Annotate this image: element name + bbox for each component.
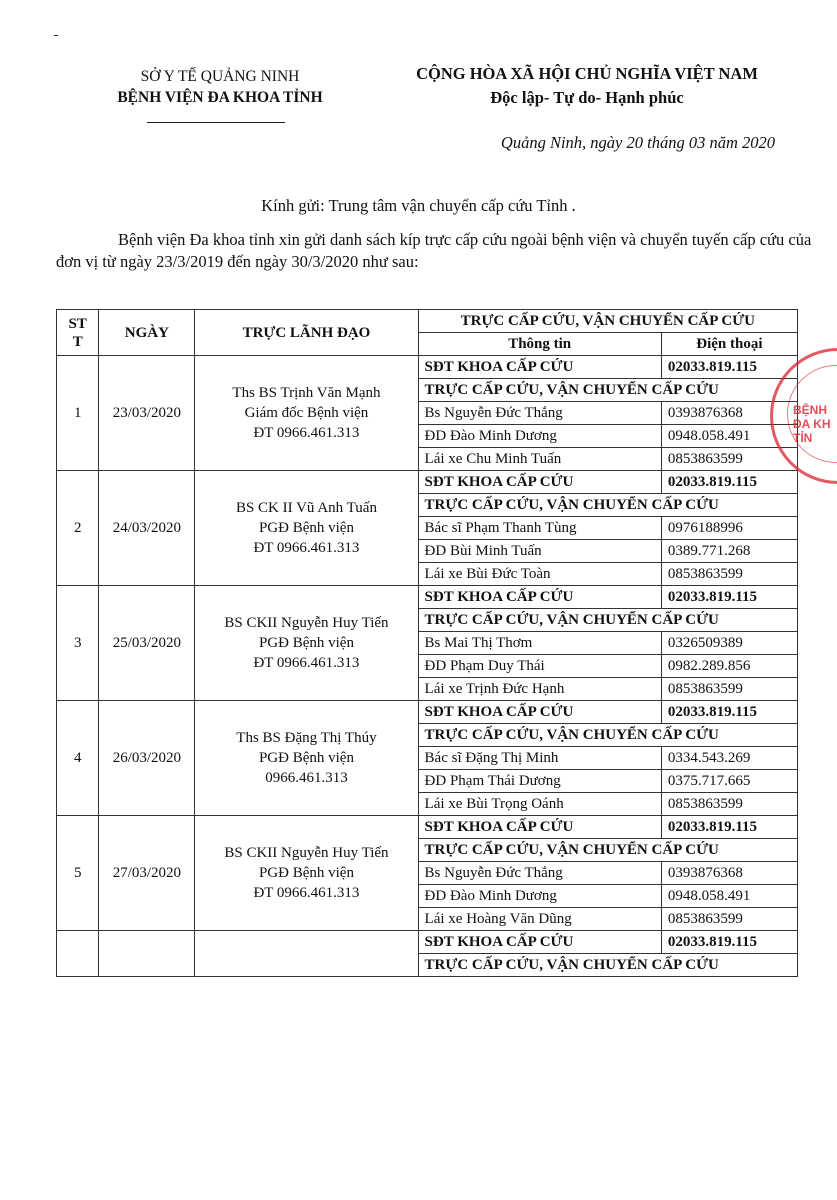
staff-nurse-phone: 0948.058.491 — [661, 885, 797, 908]
nation-line-1: CỘNG HÒA XÃ HỘI CHỦ NGHĨA VIỆT NAM — [416, 64, 758, 83]
leader-line: Ths BS Trịnh Văn Mạnh — [232, 385, 381, 401]
row-date: 26/03/2020 — [99, 701, 195, 816]
table-row — [57, 931, 798, 954]
staff-doctor-phone: 0326509389 — [661, 632, 797, 655]
staff-driver: Lái xe Bùi Trọng Oánh — [418, 793, 661, 816]
staff-driver-phone: 0853863599 — [661, 448, 797, 471]
staff-doctor: Bác sĩ Phạm Thanh Tùng — [418, 517, 661, 540]
row-stt — [57, 931, 99, 977]
staff-nurse-phone: 0948.058.491 — [661, 425, 797, 448]
staff-nurse: ĐD Đào Minh Dương — [418, 885, 661, 908]
national-motto — [372, 62, 802, 110]
hotline-label: SĐT KHOA CẤP CỨU — [418, 816, 661, 839]
duty-label: TRỰC CẤP CỨU, VẬN CHUYỂN CẤP CỨU — [418, 379, 797, 402]
row-date: 25/03/2020 — [99, 586, 195, 701]
staff-driver-phone: 0853863599 — [661, 678, 797, 701]
row-leader — [195, 816, 418, 931]
leader-line: Giám đốc Bệnh viện — [244, 405, 369, 421]
row-date: 27/03/2020 — [99, 816, 195, 931]
row-date: 23/03/2020 — [99, 356, 195, 471]
hotline-label: SĐT KHOA CẤP CỨU — [418, 356, 661, 379]
staff-nurse-phone: 0389.771.268 — [661, 540, 797, 563]
staff-driver-phone: 0853863599 — [661, 908, 797, 931]
staff-driver: Lái xe Trịnh Đức Hạnh — [418, 678, 661, 701]
header-date: NGÀY — [99, 310, 195, 356]
table-header-row — [57, 310, 798, 333]
date-line: Quảng Ninh, ngày 20 tháng 03 năm 2020 — [500, 133, 775, 152]
header-leader: TRỰC LÃNH ĐẠO — [195, 310, 418, 356]
leader-line: BS CKII Nguyễn Huy Tiến — [224, 615, 389, 631]
leader-line: 0966.461.313 — [265, 770, 348, 786]
stamp-line: BỆNH — [793, 403, 828, 417]
hotline-number: 02033.819.115 — [661, 701, 797, 724]
row-leader — [195, 356, 418, 471]
issuing-organization — [60, 66, 380, 108]
leader-line: PGĐ Bệnh viện — [258, 635, 354, 651]
header-phone: Điện thoại — [661, 333, 797, 356]
hotline-label: SĐT KHOA CẤP CỨU — [418, 931, 661, 954]
table-row — [57, 816, 798, 839]
header-info: Thông tin — [418, 333, 661, 356]
table-row — [57, 701, 798, 724]
staff-driver: Lái xe Chu Minh Tuấn — [418, 448, 661, 471]
staff-nurse: ĐD Phạm Duy Thái — [418, 655, 661, 678]
table-row — [57, 356, 798, 379]
table-row — [57, 471, 798, 494]
leader-line: ĐT 0966.461.313 — [253, 655, 360, 671]
hotline-number: 02033.819.115 — [661, 586, 797, 609]
leader-line: ĐT 0966.461.313 — [253, 425, 360, 441]
staff-doctor-phone: 0334.543.269 — [661, 747, 797, 770]
duty-label: TRỰC CẤP CỨU, VẬN CHUYỂN CẤP CỨU — [418, 724, 797, 747]
row-leader — [195, 931, 418, 977]
row-stt: 5 — [57, 816, 99, 931]
leader-line: Ths BS Đặng Thị Thúy — [236, 730, 377, 746]
nation-line-2: Độc lập- Tự do- Hạnh phúc — [490, 88, 684, 107]
row-stt: 2 — [57, 471, 99, 586]
hotline-label: SĐT KHOA CẤP CỨU — [418, 586, 661, 609]
staff-doctor-phone: 0393876368 — [661, 862, 797, 885]
stamp-line: TỈN — [793, 431, 813, 445]
table-row — [57, 586, 798, 609]
duty-label: TRỰC CẤP CỨU, VẬN CHUYỂN CẤP CỨU — [418, 609, 797, 632]
leader-line: PGĐ Bệnh viện — [258, 520, 354, 536]
leader-line: PGĐ Bệnh viện — [258, 750, 354, 766]
row-date: 24/03/2020 — [99, 471, 195, 586]
staff-nurse: ĐD Phạm Thái Dương — [418, 770, 661, 793]
leader-line: BS CK II Vũ Anh Tuấn — [235, 500, 377, 516]
leader-line: ĐT 0966.461.313 — [253, 540, 360, 556]
staff-driver-phone: 0853863599 — [661, 793, 797, 816]
stamp-line: ĐA KH — [793, 417, 831, 431]
salutation: Kính gửi: Trung tâm vận chuyển cấp cứu Tỉnh . — [261, 196, 576, 215]
leader-line: BS CKII Nguyễn Huy Tiến — [224, 845, 389, 861]
staff-doctor: Bs Nguyễn Đức Thắng — [418, 862, 661, 885]
staff-driver: Lái xe Bùi Đức Toàn — [418, 563, 661, 586]
org-line-2: BỆNH VIỆN ĐA KHOA TỈNH — [117, 89, 323, 106]
org-underline — [147, 122, 285, 123]
duty-label: TRỰC CẤP CỨU, VẬN CHUYỂN CẤP CỨU — [418, 839, 797, 862]
row-stt: 3 — [57, 586, 99, 701]
row-stt: 1 — [57, 356, 99, 471]
row-leader — [195, 701, 418, 816]
hotline-number: 02033.819.115 — [661, 356, 797, 379]
staff-doctor: Bs Mai Thị Thơm — [418, 632, 661, 655]
stamp-text — [793, 403, 831, 445]
row-leader — [195, 586, 418, 701]
header-duty: TRỰC CẤP CỨU, VẬN CHUYỂN CẤP CỨU — [418, 310, 797, 333]
staff-nurse-phone: 0982.289.856 — [661, 655, 797, 678]
row-leader — [195, 471, 418, 586]
header-stt: ST T — [57, 310, 99, 356]
hotline-number: 02033.819.115 — [661, 931, 797, 954]
hotline-label: SĐT KHOA CẤP CỨU — [418, 701, 661, 724]
staff-doctor: Bs Nguyễn Đức Thắng — [418, 402, 661, 425]
leader-line: PGĐ Bệnh viện — [258, 865, 354, 881]
org-line-1: SỞ Y TẾ QUẢNG NINH — [140, 68, 300, 85]
intro-paragraph: Bệnh viện Đa khoa tỉnh xin gửi danh sách kíp trực cấp cứu ngoài bệnh viện và chuyển tuyến cấp cứu của đơn vị từ ngày 23/3/2019 đến ngày 30/3/2020 như sau: — [56, 230, 812, 271]
staff-nurse: ĐD Đào Minh Dương — [418, 425, 661, 448]
duty-label: TRỰC CẤP CỨU, VẬN CHUYỂN CẤP CỨU — [418, 494, 797, 517]
leader-line: ĐT 0966.461.313 — [253, 885, 360, 901]
staff-doctor-phone: 0393876368 — [661, 402, 797, 425]
hotline-number: 02033.819.115 — [661, 816, 797, 839]
staff-nurse: ĐD Bùi Minh Tuấn — [418, 540, 661, 563]
staff-doctor-phone: 0976188996 — [661, 517, 797, 540]
duty-label: TRỰC CẤP CỨU, VẬN CHUYỂN CẤP CỨU — [418, 954, 797, 977]
staff-driver: Lái xe Hoàng Văn Dũng — [418, 908, 661, 931]
staff-doctor: Bác sĩ Đặng Thị Minh — [418, 747, 661, 770]
hotline-number: 02033.819.115 — [661, 471, 797, 494]
staff-driver-phone: 0853863599 — [661, 563, 797, 586]
row-stt: 4 — [57, 701, 99, 816]
hotline-label: SĐT KHOA CẤP CỨU — [418, 471, 661, 494]
duty-schedule-table — [56, 309, 798, 977]
scan-mark — [54, 35, 58, 36]
staff-nurse-phone: 0375.717.665 — [661, 770, 797, 793]
row-date — [99, 931, 195, 977]
